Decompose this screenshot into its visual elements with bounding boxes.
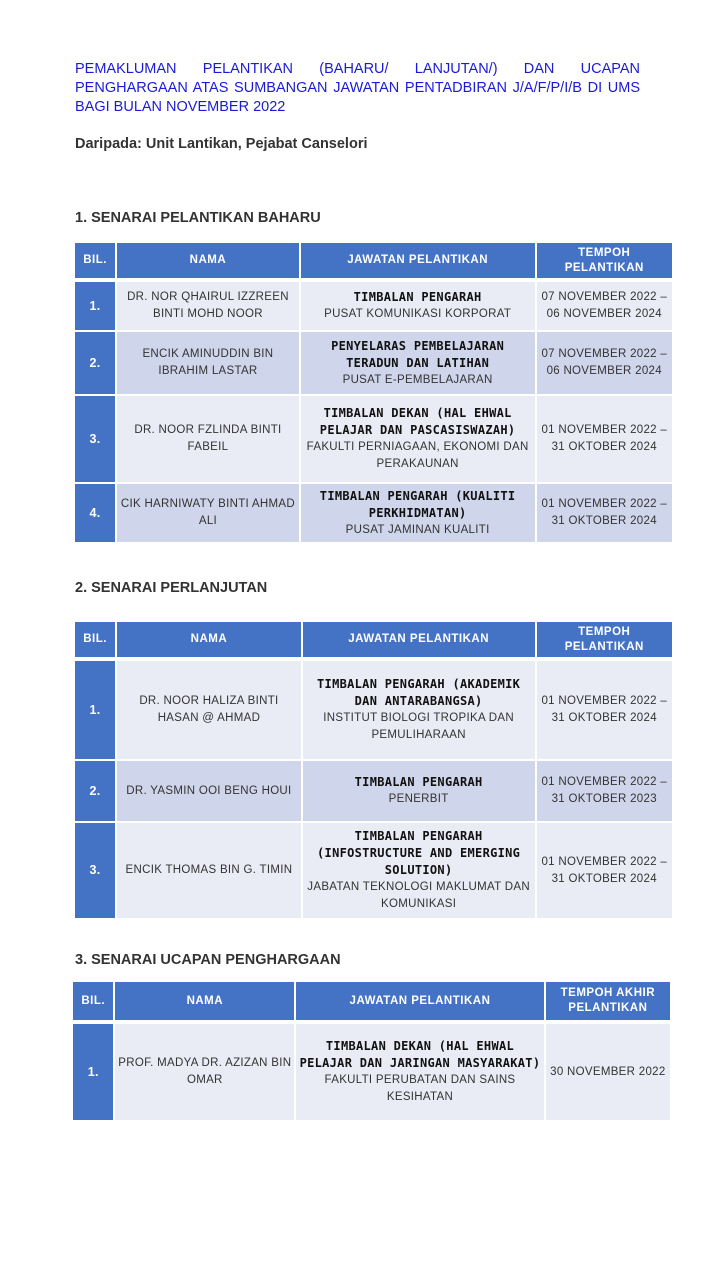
jawatan-title: TIMBALAN DEKAN (HAL EHWAL PELAJAR DAN PASCASISWAZAH) [319, 406, 516, 437]
table-row [75, 661, 672, 759]
table-row [75, 332, 672, 394]
jawatan-unit: JABATAN TEKNOLOGI MAKLUMAT DAN KOMUNIKASI [307, 881, 530, 910]
column-header-jawatan: JAWATAN PELANTIKAN [296, 982, 544, 1020]
section-heading-perlanjutan: 2. SENARAI PERLANJUTAN [75, 580, 268, 596]
row-nama: DR. NOOR FZLINDA BINTI FABEIL [117, 396, 299, 482]
jawatan-unit: FAKULTI PERUBATAN DAN SAINS KESIHATAN [324, 1074, 516, 1103]
row-jawatan [301, 484, 535, 542]
row-nama: ENCIK AMINUDDIN BIN IBRAHIM LASTAR [117, 332, 299, 394]
row-tempoh: 07 NOVEMBER 2022 – 06 NOVEMBER 2024 [537, 282, 672, 330]
column-header-tempoh: TEMPOH PELANTIKAN [537, 622, 672, 657]
sender-line: Daripada: Unit Lantikan, Pejabat Canselori [75, 136, 368, 152]
row-jawatan [301, 282, 535, 330]
row-nama: DR. NOOR HALIZA BINTI HASAN @ AHMAD [117, 661, 301, 759]
jawatan-title: TIMBALAN PENGARAH (KUALITI PERKHIDMATAN) [319, 488, 516, 520]
column-header-bil: BIL. [75, 243, 115, 278]
jawatan-unit: FAKULTI PERNIAGAAN, EKONOMI DAN PERAKAUNAN [306, 441, 529, 470]
column-header-jawatan: JAWATAN PELANTIKAN [303, 622, 535, 657]
section-heading-baharu: 1. SENARAI PELANTIKAN BAHARU [75, 210, 321, 226]
table-row [75, 484, 672, 542]
jawatan-unit: PUSAT JAMINAN KUALITI [345, 523, 490, 536]
row-tempoh: 01 NOVEMBER 2022 – 31 OKTOBER 2024 [537, 661, 672, 759]
row-bil: 3. [75, 396, 115, 482]
column-header-bil: BIL. [73, 982, 113, 1020]
row-bil: 4. [75, 484, 115, 542]
column-header-nama: NAMA [117, 622, 301, 657]
jawatan-title: TIMBALAN PENGARAH [353, 290, 482, 304]
row-nama: CIK HARNIWATY BINTI AHMAD ALI [117, 484, 299, 542]
table-row [75, 282, 672, 330]
table-row [75, 396, 672, 482]
jawatan-title: TIMBALAN DEKAN (HAL EHWAL PELAJAR DAN JARINGAN MASYARAKAT) [299, 1039, 541, 1070]
row-bil: 2. [75, 332, 115, 394]
row-bil: 1. [75, 661, 115, 759]
table-row [75, 761, 672, 821]
row-nama: ENCIK THOMAS BIN G. TIMIN [117, 823, 301, 918]
row-jawatan [301, 396, 535, 482]
row-bil: 1. [73, 1024, 113, 1120]
column-header-jawatan: JAWATAN PELANTIKAN [301, 243, 535, 278]
row-bil: 2. [75, 761, 115, 821]
row-nama: PROF. MADYA DR. AZIZAN BIN OMAR [115, 1024, 294, 1120]
row-jawatan [303, 823, 535, 918]
table-pelantikan-baharu [73, 241, 674, 544]
row-jawatan [296, 1024, 544, 1120]
jawatan-title: TIMBALAN PENGARAH [354, 775, 483, 789]
jawatan-title: TIMBALAN PENGARAH (INFOSTRUCTURE AND EMERGING SOLUTION) [317, 829, 521, 877]
row-nama: DR. YASMIN OOI BENG HOUI [117, 761, 301, 821]
row-bil: 3. [75, 823, 115, 918]
jawatan-unit: PENERBIT [388, 793, 449, 805]
row-tempoh: 30 NOVEMBER 2022 [546, 1024, 670, 1120]
page-title: PEMAKLUMAN PELANTIKAN (BAHARU/ LANJUTAN/) DAN UCAPAN PENGHARGAAN ATAS SUMBANGAN JAWATAN PENTADBIRAN J/A/F/P/I/B DI UMS BAGI BULAN NOVEMBER 2022 [75, 61, 640, 115]
column-header-nama: NAMA [115, 982, 294, 1020]
row-tempoh: 01 NOVEMBER 2022 – 31 OKTOBER 2024 [537, 396, 672, 482]
row-tempoh: 01 NOVEMBER 2022 – 31 OKTOBER 2024 [537, 823, 672, 918]
table-ucapan-penghargaan [71, 980, 672, 1122]
section-heading-penghargaan: 3. SENARAI UCAPAN PENGHARGAAN [75, 952, 341, 968]
column-header-nama: NAMA [117, 243, 299, 278]
jawatan-unit: PUSAT E-PEMBELAJARAN [342, 373, 493, 386]
row-jawatan [303, 661, 535, 759]
jawatan-unit: INSTITUT BIOLOGI TROPIKA DAN PEMULIHARAAN [323, 712, 514, 741]
row-tempoh: 01 NOVEMBER 2022 – 31 OKTOBER 2023 [537, 761, 672, 821]
table-row [73, 1024, 670, 1120]
column-header-tempoh-akhir: TEMPOH AKHIR PELANTIKAN [546, 982, 670, 1020]
table-perlanjutan [73, 620, 674, 920]
jawatan-unit: PUSAT KOMUNIKASI KORPORAT [324, 308, 512, 320]
jawatan-title: TIMBALAN PENGARAH (AKADEMIK DAN ANTARABANGSA) [317, 677, 521, 708]
jawatan-title: PENYELARAS PEMBELAJARAN TERADUN DAN LATIHAN [331, 338, 505, 370]
row-tempoh: 01 NOVEMBER 2022 – 31 OKTOBER 2024 [537, 484, 672, 542]
row-jawatan [301, 332, 535, 394]
row-jawatan [303, 761, 535, 821]
row-nama: DR. NOR QHAIRUL IZZREEN BINTI MOHD NOOR [117, 282, 299, 330]
column-header-tempoh: TEMPOH PELANTIKAN [537, 243, 672, 278]
row-tempoh: 07 NOVEMBER 2022 – 06 NOVEMBER 2024 [537, 332, 672, 394]
column-header-bil: BIL. [75, 622, 115, 657]
row-bil: 1. [75, 282, 115, 330]
table-row [75, 823, 672, 918]
